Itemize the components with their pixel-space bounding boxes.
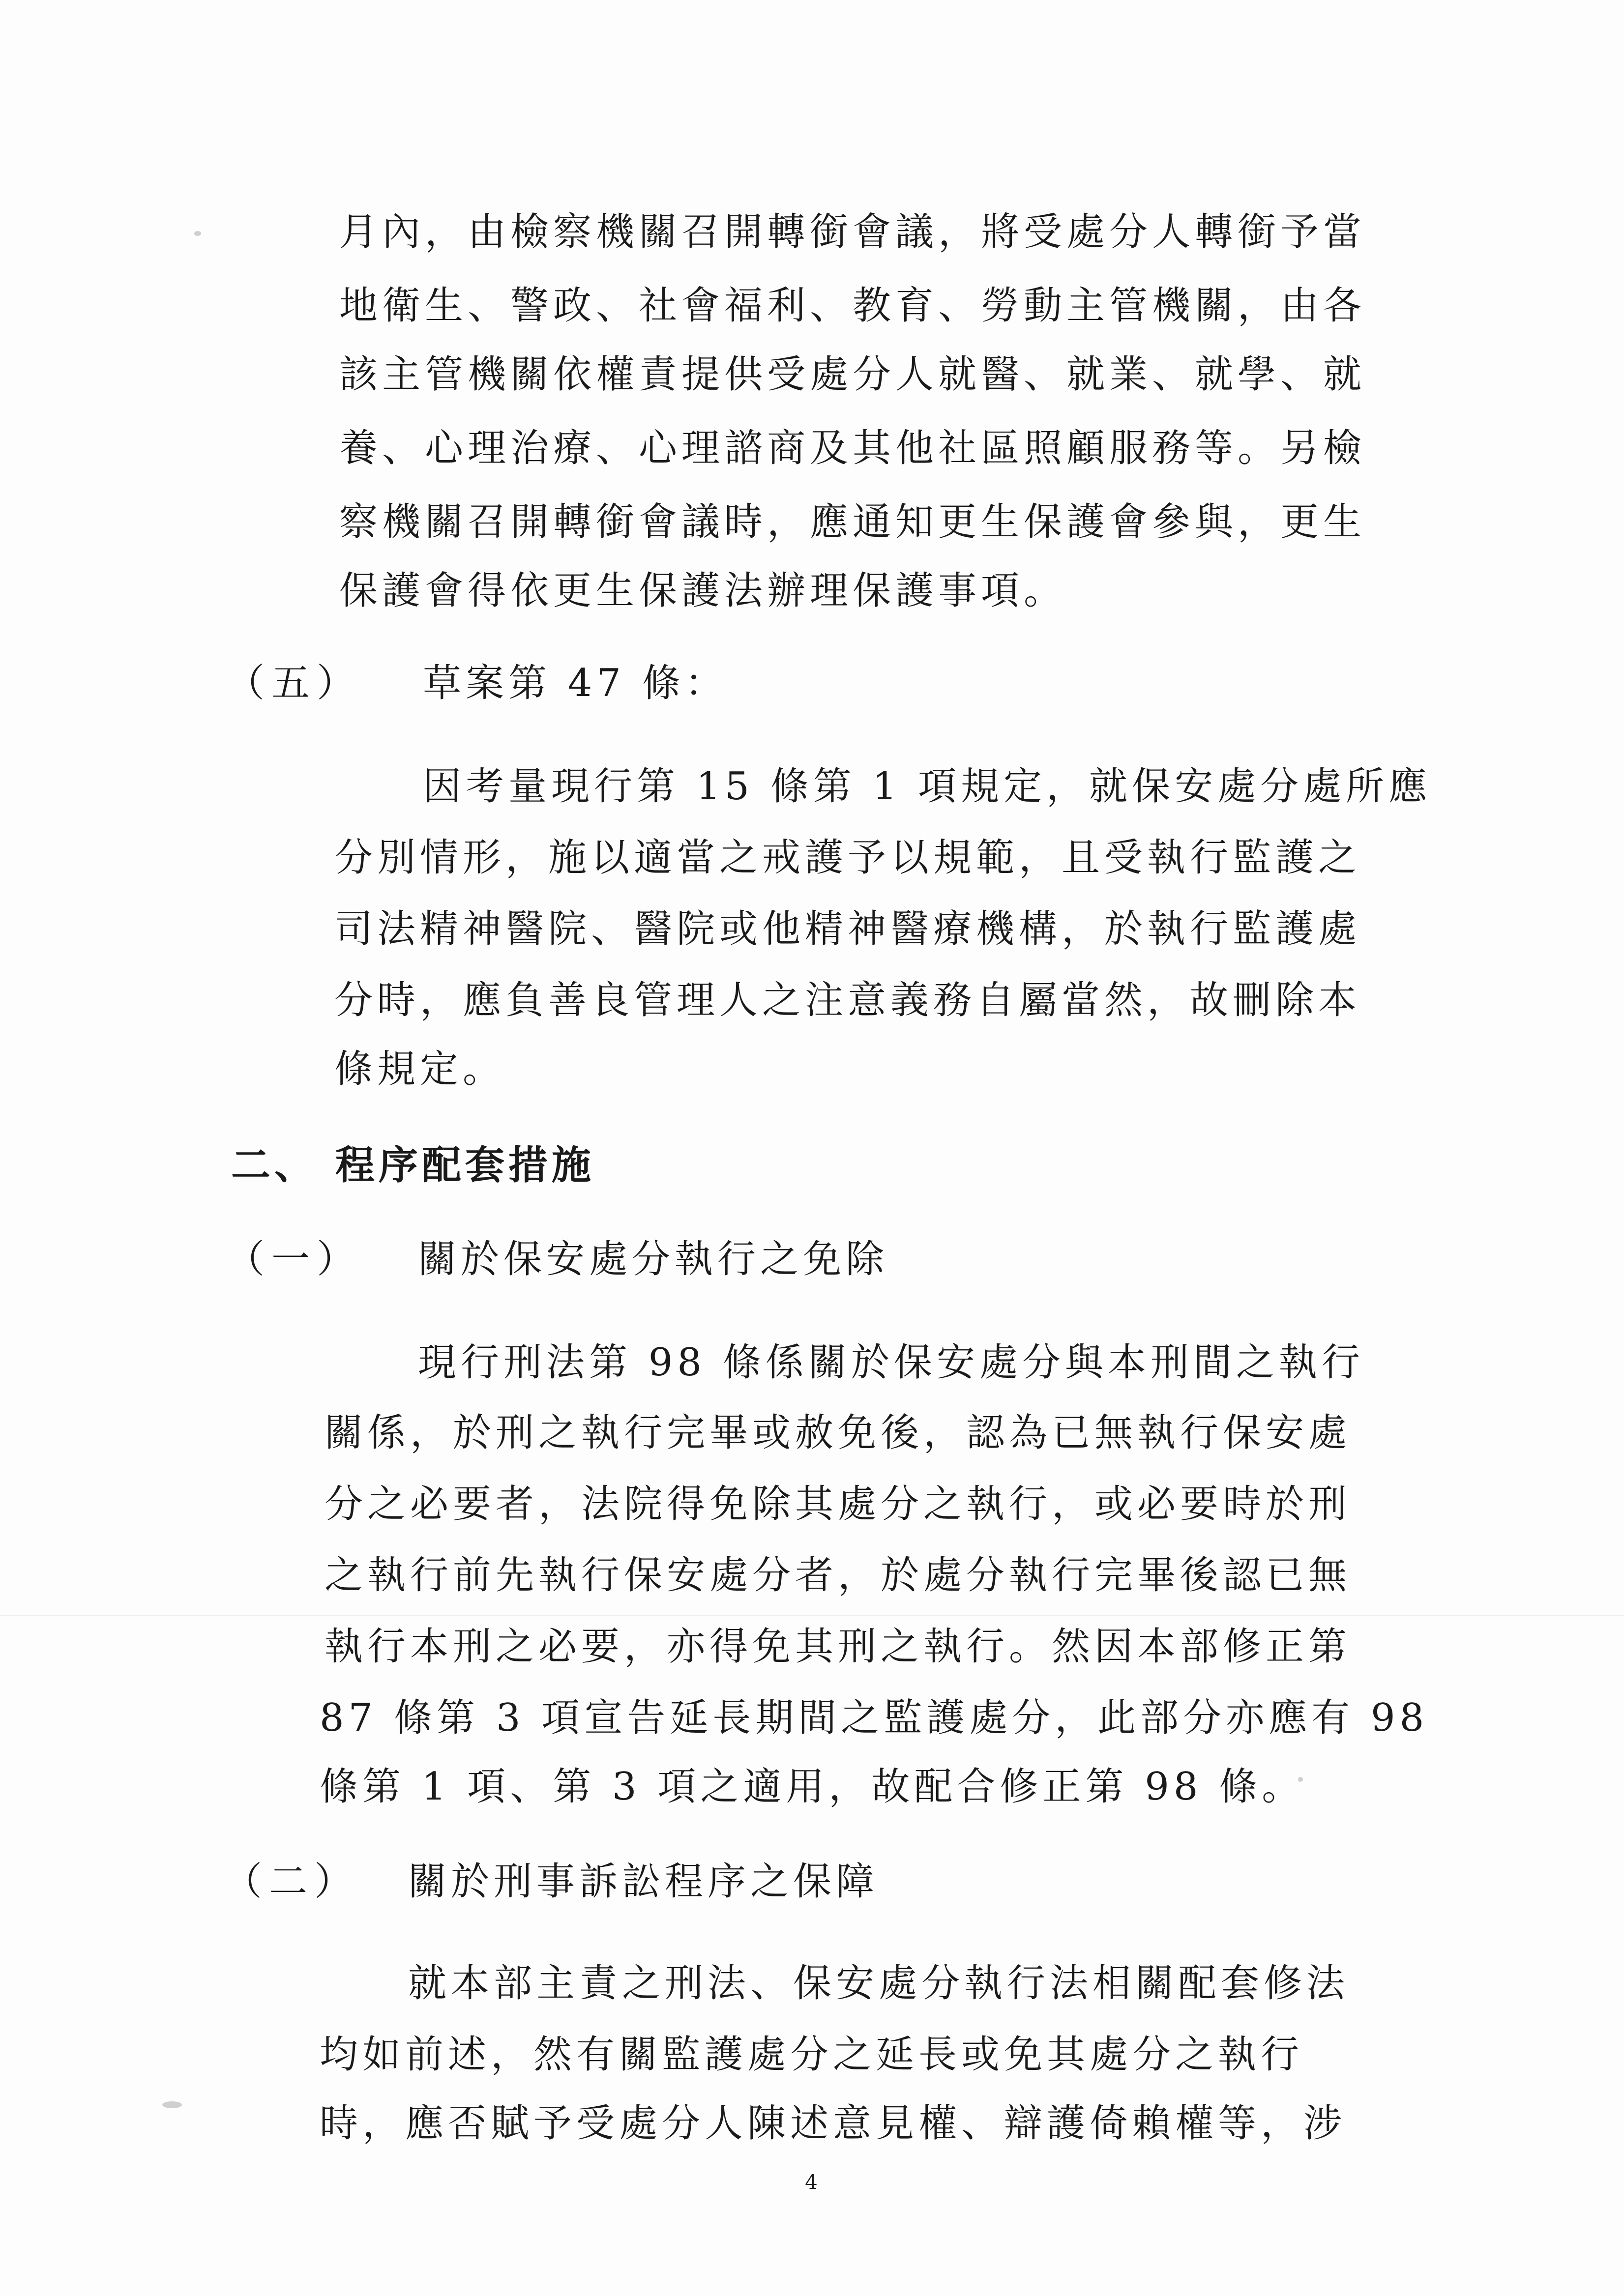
paragraph-line: 保護會得依更生保護法辦理保護事項。 (339, 569, 1067, 613)
item-title: 關於刑事訴訟程序之保障 (408, 1860, 879, 1904)
item-marker: （二） (224, 1860, 360, 1904)
paragraph-line: 養、心理治療、心理諮商及其他社區照顧服務等。另檢 (339, 426, 1366, 470)
paragraph-line: 均如前述，然有關監護處分之延長或免其處分之執行 (320, 2033, 1304, 2077)
paragraph-line: 87 條第 3 項宣告延長期間之監護處分，此部分亦應有 98 (320, 1696, 1429, 1740)
paragraph-line: 關係，於刑之執行完畢或赦免後，認為已無執行保安處 (325, 1411, 1352, 1455)
paragraph-line: 時，應否賦予受處分人陳述意見權、辯護倚賴權等，涉 (320, 2101, 1347, 2146)
paragraph-line: 地衛生、警政、社會福利、教育、勞動主管機關，由各 (339, 284, 1366, 328)
scan-speck (194, 231, 201, 236)
paragraph-line: 就本部主責之刑法、保安處分執行法相關配套修法 (408, 1961, 1350, 2005)
paragraph-line: 察機關召開轉銜會議時，應通知更生保護會參與，更生 (339, 500, 1366, 544)
scan-fold-line (0, 1615, 1624, 1616)
paragraph-line: 月內，由檢察機關召開轉銜會議，將受處分人轉銜予當 (339, 210, 1366, 254)
section-heading: 二、 程序配套措施 (231, 1142, 595, 1188)
paragraph-line: 分時，應負善良管理人之注意義務自屬當然，故刪除本 (334, 978, 1361, 1022)
item-title: 關於保安處分執行之免除 (418, 1237, 889, 1281)
paragraph-line: 之執行前先執行保安處分者，於處分執行完畢後認已無 (325, 1553, 1352, 1598)
item-marker: （一） (226, 1237, 362, 1281)
item-marker: （五） (226, 661, 362, 705)
paragraph-line: 條第 1 項、第 3 項之適用，故配合修正第 98 條。 (320, 1765, 1305, 1809)
paragraph-line: 分別情形，施以適當之戒護予以規範，且受執行監護之 (334, 836, 1361, 880)
item-title: 草案第 47 條： (423, 661, 728, 705)
paragraph-line: 因考量現行第 15 條第 1 項規定，就保安處分處所應 (423, 764, 1432, 809)
paragraph-line: 該主管機關依權責提供受處分人就醫、就業、就學、就 (339, 352, 1366, 397)
paragraph-line: 條規定。 (334, 1047, 506, 1091)
paragraph-line: 執行本刑之必要，亦得免其刑之執行。然因本部修正第 (325, 1625, 1352, 1669)
page-number: 4 (805, 2171, 818, 2194)
paragraph-line: 分之必要者，法院得免除其處分之執行，或必要時於刑 (325, 1482, 1352, 1526)
paragraph-line: 現行刑法第 98 條係關於保安處分與本刑間之執行 (418, 1340, 1364, 1385)
paragraph-line: 司法精神醫院、醫院或他精神醫療機構，於執行監護處 (334, 907, 1361, 951)
scan-speck (162, 2101, 182, 2108)
